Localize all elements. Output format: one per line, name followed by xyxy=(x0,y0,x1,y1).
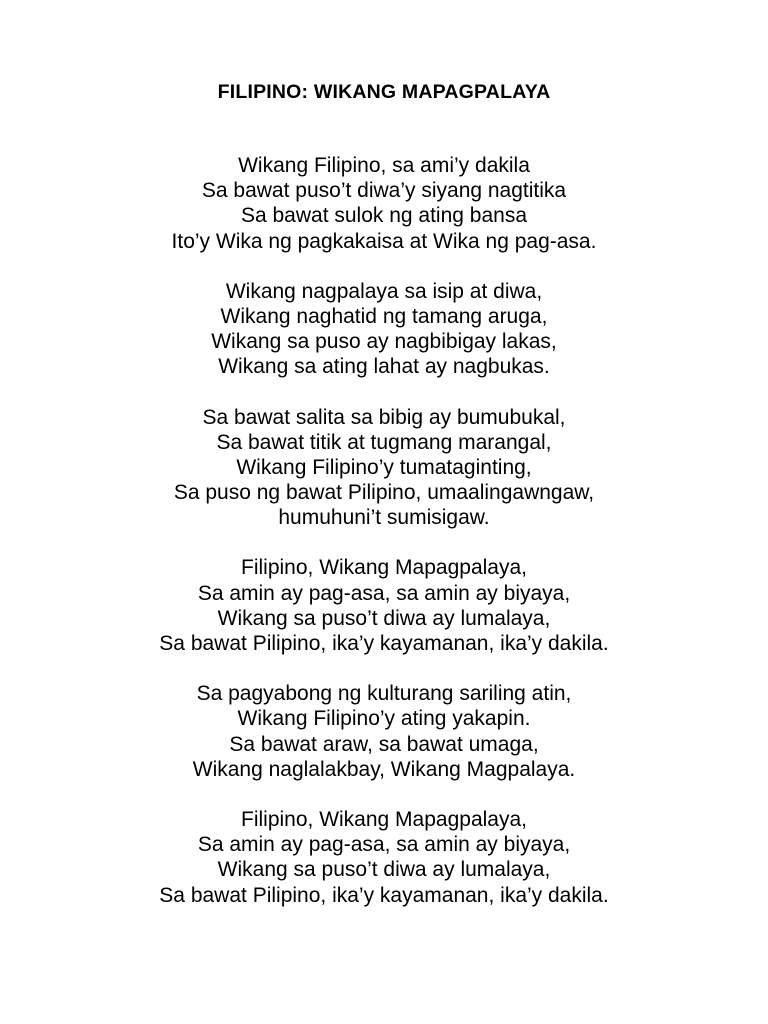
poem-title: FILIPINO: WIKANG MAPAGPALAYA xyxy=(217,81,551,103)
stanza-4 xyxy=(0,555,768,656)
poem-line: Sa bawat puso’t diwa’y siyang nagtitika xyxy=(201,179,567,203)
poem-line: Wikang sa puso ay nagbibigay lakas, xyxy=(211,330,557,354)
stanza-6 xyxy=(0,807,768,908)
poem-line: Sa amin ay pag-asa, sa amin ay biyaya, xyxy=(197,833,571,857)
stanza-1 xyxy=(0,153,768,254)
poem-line: Wikang sa puso’t diwa ay lumalaya, xyxy=(217,858,551,882)
poem-line: Wikang Filipino’y ating yakapin. xyxy=(237,707,531,731)
stanza-3 xyxy=(0,405,768,531)
poem-body xyxy=(0,153,768,933)
poem-line: Sa bawat sulok ng ating bansa xyxy=(240,204,528,228)
poem-line: Ito’y Wika ng pagkakaisa at Wika ng pag-asa. xyxy=(171,229,597,253)
poem-line: Sa bawat araw, sa bawat umaga, xyxy=(229,732,539,756)
poem-line: Wikang Filipino, sa ami’y dakila xyxy=(238,154,530,177)
stanza-2 xyxy=(0,279,768,380)
poem-line: Wikang naghatid ng tamang aruga, xyxy=(220,304,548,328)
poem-line: Sa amin ay pag-asa, sa amin ay biyaya, xyxy=(197,581,571,605)
poem-line: Wikang sa ating lahat ay nagbukas. xyxy=(218,355,550,379)
poem-line: Sa bawat titik at tugmang marangal, xyxy=(216,430,552,454)
poem-line: Sa bawat salita sa bibig ay bumubukal, xyxy=(202,405,566,429)
poem-line: Sa puso ng bawat Pilipino, umaalingawngaw, xyxy=(173,481,595,505)
poem-line: humuhuni’t sumisigaw. xyxy=(278,506,490,530)
poem-line: Sa pagyabong ng kulturang sariling atin, xyxy=(196,682,572,706)
poem-line: Wikang naglalakbay, Wikang Magpalaya. xyxy=(192,757,576,781)
stanza-5 xyxy=(0,681,768,782)
poem-line: Wikang Filipino’y tumataginting, xyxy=(236,455,532,479)
poem-line: Filipino, Wikang Mapagpalaya, xyxy=(241,807,527,831)
poem-line: Wikang sa puso’t diwa ay lumalaya, xyxy=(217,606,551,630)
poem-line: Sa bawat Pilipino, ika’y kayamanan, ika’y dakila. xyxy=(159,883,609,907)
poem-line: Sa bawat Pilipino, ika’y kayamanan, ika’y dakila. xyxy=(159,632,609,655)
poem-line: Filipino, Wikang Mapagpalaya, xyxy=(241,556,527,580)
poem-line: Wikang nagpalaya sa isip at diwa, xyxy=(225,279,543,303)
